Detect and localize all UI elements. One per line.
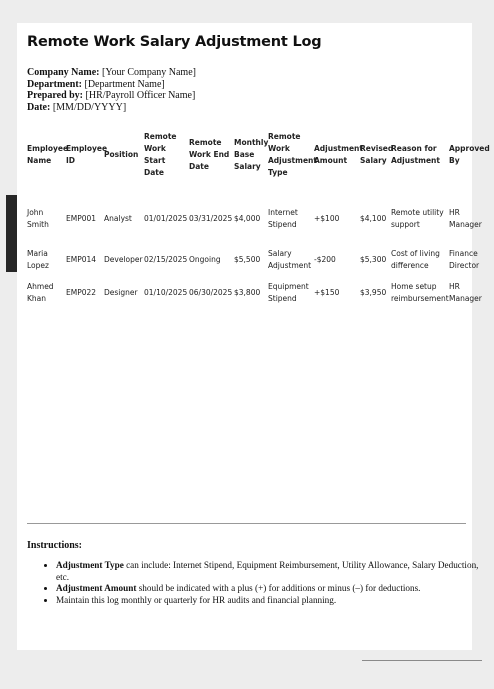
table-header-row xyxy=(24,123,494,189)
instruction-item xyxy=(56,583,492,595)
footer-line xyxy=(362,660,482,661)
cell-end-date: 03/31/2025 xyxy=(189,214,233,223)
cell-adjustment-type: Equipment Stipend xyxy=(268,281,309,303)
cell-revised-salary: $4,100 xyxy=(360,214,387,223)
cell-reason: Remote utility support xyxy=(391,208,444,229)
meta-label: Date: xyxy=(27,101,51,113)
instruction-text: should be indicated with a plus (+) for additions or minus (–) for deductions. xyxy=(136,583,421,593)
cell-employee-id: EMP001 xyxy=(66,214,97,223)
cell-employee-id: EMP022 xyxy=(66,287,97,297)
instruction-text: can include: Internet Stipend, Equipment Reimbursement, Utility Allowance, Salary Deduction, etc. xyxy=(56,560,479,582)
cell-end-date: Ongoing xyxy=(189,254,221,264)
column-header: Reason for Adjustment xyxy=(391,144,440,165)
column-header: Approved By xyxy=(449,144,490,165)
cell-position: Designer xyxy=(104,287,138,297)
cell-adjustment-amount: +$150 xyxy=(314,287,340,297)
column-header: Monthly Base Salary xyxy=(234,138,269,171)
cell-employee-name: Maria Lopez xyxy=(27,248,49,270)
table-row xyxy=(24,189,494,243)
instruction-bold: Adjustment Amount xyxy=(56,583,137,593)
instructions-list xyxy=(27,560,492,606)
cell-approved-by: HR Manager xyxy=(449,208,482,229)
cell-start-date: 01/10/2025 xyxy=(144,287,188,297)
column-header: Employee Name xyxy=(27,144,69,165)
instructions-heading: Instructions: xyxy=(27,540,83,551)
meta-prepared-by-row xyxy=(27,90,196,102)
table-row xyxy=(24,276,494,309)
instruction-item xyxy=(56,560,492,583)
cell-reason: Cost of living difference xyxy=(391,248,440,270)
instruction-text: Maintain this log monthly or quarterly for HR audits and financial planning. xyxy=(56,594,337,605)
cell-end-date: 06/30/2025 xyxy=(189,287,233,297)
document-meta xyxy=(27,67,196,113)
cell-position: Analyst xyxy=(104,214,132,223)
meta-label: Company Name: xyxy=(27,67,100,78)
cell-base-salary: $3,800 xyxy=(234,287,261,297)
cell-base-salary: $5,500 xyxy=(234,254,261,264)
column-header: Revised Salary xyxy=(360,144,394,165)
cell-reason: Home setup reimbursement xyxy=(391,281,449,303)
meta-value: [MM/DD/YYYY] xyxy=(52,101,127,113)
salary-adjustment-table xyxy=(24,123,494,309)
column-header: Position xyxy=(104,150,139,159)
column-header: Remote Work Start Date xyxy=(144,132,177,177)
meta-company-row xyxy=(27,67,196,79)
section-divider xyxy=(27,523,466,524)
column-header: Employee ID xyxy=(66,144,108,165)
cell-base-salary: $4,000 xyxy=(234,214,261,223)
cell-adjustment-type: Internet Stipend xyxy=(268,208,298,229)
cell-adjustment-type: Salary Adjustment xyxy=(268,248,312,270)
column-header: Remote Work End Date xyxy=(189,138,230,171)
table-row xyxy=(24,243,494,276)
meta-value: [Department Name] xyxy=(84,78,165,90)
cell-adjustment-amount: -$200 xyxy=(314,254,336,264)
instruction-bold: Adjustment Type xyxy=(56,560,124,570)
meta-department-row xyxy=(27,79,196,91)
cell-position: Developer xyxy=(104,254,143,264)
meta-label: Department: xyxy=(27,78,82,90)
meta-value: [Your Company Name] xyxy=(102,67,196,78)
meta-date-row xyxy=(27,102,196,114)
cell-approved-by: HR Manager xyxy=(449,281,482,303)
side-tab-marker xyxy=(6,195,17,272)
column-header: Adjustment Amount xyxy=(314,144,363,165)
meta-value: [HR/Payroll Officer Name] xyxy=(85,90,196,102)
cell-start-date: 02/15/2025 xyxy=(144,254,188,264)
cell-revised-salary: $3,950 xyxy=(360,287,387,297)
cell-employee-name: John Smith xyxy=(27,208,49,229)
cell-employee-id: EMP014 xyxy=(66,254,97,264)
cell-approved-by: Finance Director xyxy=(449,248,480,270)
document-page xyxy=(17,23,490,650)
document-title: Remote Work Salary Adjustment Log xyxy=(27,34,322,50)
cell-adjustment-amount: +$100 xyxy=(314,214,340,223)
instruction-item xyxy=(56,595,492,607)
cell-employee-name: Ahmed Khan xyxy=(27,281,54,303)
column-header: Remote Work Adjustment Type xyxy=(268,132,317,177)
cell-revised-salary: $5,300 xyxy=(360,254,387,264)
meta-label: Prepared by: xyxy=(27,90,84,102)
cell-start-date: 01/01/2025 xyxy=(144,214,188,223)
